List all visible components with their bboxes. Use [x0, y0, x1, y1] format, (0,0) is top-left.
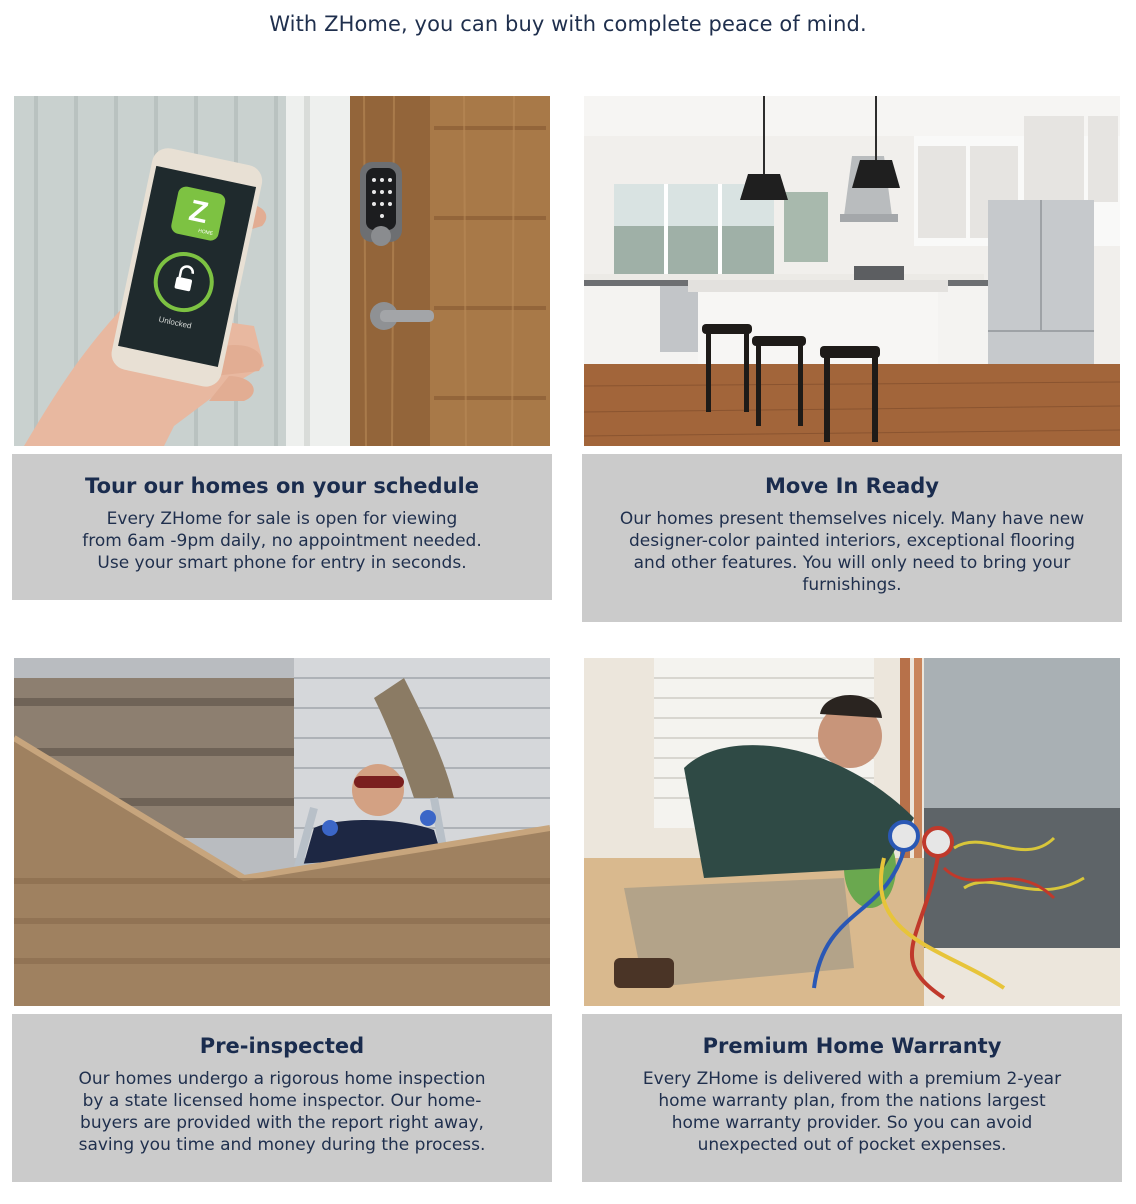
roof-inspection-photo: [14, 658, 550, 1006]
feature-card-schedule: [12, 454, 552, 600]
hvac-technician-photo: [584, 658, 1120, 1006]
feature-card-home-warranty: [582, 1014, 1122, 1182]
feature-title: Pre-inspected: [199, 1034, 365, 1058]
feature-description: Every ZHome is delivered with a premium 2-year home warranty plan, from the nations largest home warranty provider. So you can avoid unexpected out of pocket expenses.: [642, 1069, 1062, 1155]
smart-lock-photo: [14, 96, 550, 446]
feature-title: Move In Ready: [765, 474, 939, 498]
app-badge-letter: Z: [186, 194, 211, 231]
feature-card-pre-inspected: [12, 1014, 552, 1182]
page-headline: With ZHome, you can buy with complete peace of mind.: [269, 12, 867, 36]
lock-status-text: Unlocked: [157, 314, 193, 331]
feature-description: Every ZHome for sale is open for viewing from 6am -9pm daily, no appointment needed. Use your smart phone for entry in seconds.: [82, 509, 482, 573]
feature-card-move-in-ready: [582, 454, 1122, 622]
feature-description: Our homes undergo a rigorous home inspection by a state licensed home inspector. Our home- buyers are provided with the report right away, saving you time and money during the process.: [78, 1069, 486, 1155]
app-badge-label: HOME: [197, 228, 214, 238]
feature-title: Premium Home Warranty: [702, 1034, 1002, 1058]
feature-description: Our homes present themselves nicely. Many have new designer-color painted interiors, exceptional flooring and other features. You will only need to bring your furnishings.: [619, 509, 1085, 595]
kitchen-photo: [584, 96, 1120, 446]
feature-title: Tour our homes on your schedule: [85, 474, 479, 498]
